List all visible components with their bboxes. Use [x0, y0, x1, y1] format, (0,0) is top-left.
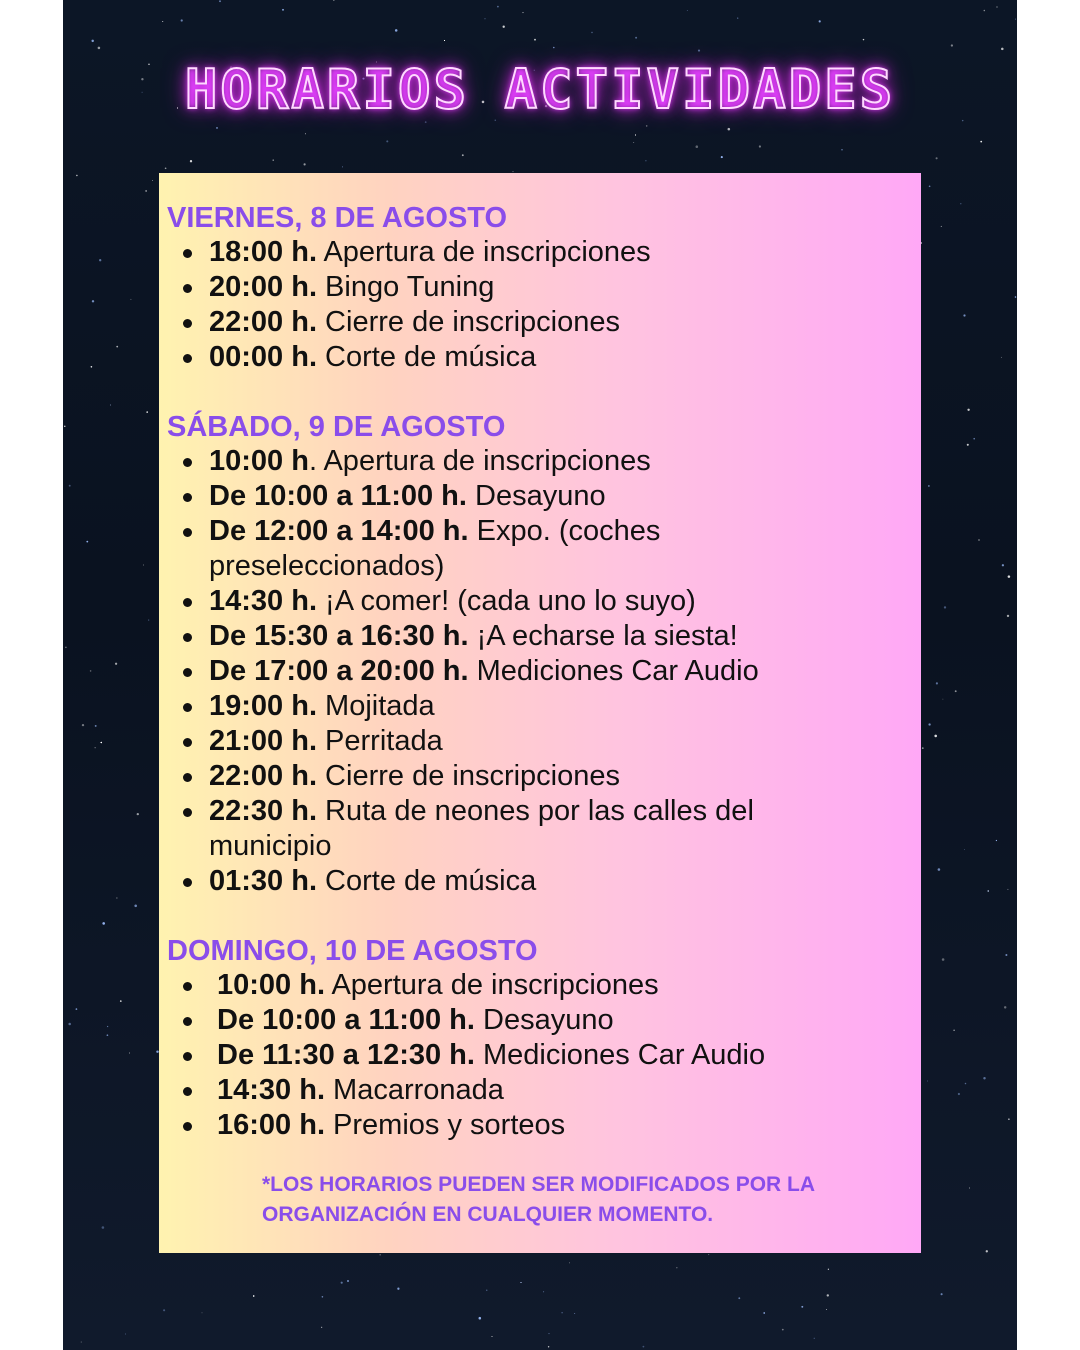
- star: [953, 1030, 955, 1032]
- poster: [63, 0, 1017, 1350]
- star: [983, 1077, 985, 1079]
- star: [134, 905, 137, 908]
- item-text: Mojitada: [317, 690, 435, 722]
- star: [561, 1312, 562, 1313]
- schedule-card: [159, 173, 921, 1253]
- schedule-list: [167, 444, 921, 899]
- schedule-item: [167, 584, 921, 619]
- day-heading: SÁBADO, 9 DE AGOSTO: [167, 411, 506, 443]
- star: [107, 1034, 109, 1036]
- star: [202, 1312, 203, 1313]
- star: [841, 149, 842, 150]
- star: [696, 145, 699, 148]
- star: [548, 1346, 549, 1347]
- disclaimer-note: *LOS HORARIOS PUEDEN SER MODIFICADOS POR LA ORGANIZACIÓN EN CUALQUIER MOMENTO.: [262, 1173, 815, 1226]
- star: [934, 735, 937, 738]
- schedule-item: [167, 1108, 921, 1143]
- bullet-icon: [183, 982, 192, 991]
- item-text: ¡A comer! (cada uno lo suyo): [317, 585, 696, 617]
- star: [102, 1226, 105, 1229]
- star: [958, 1093, 960, 1095]
- star: [737, 17, 738, 18]
- star: [322, 1296, 324, 1298]
- star: [738, 1297, 740, 1299]
- star: [148, 620, 149, 621]
- star: [928, 723, 930, 725]
- bullet-icon: [183, 284, 192, 293]
- star: [219, 0, 221, 2]
- star: [938, 868, 941, 871]
- star: [304, 163, 306, 165]
- star: [462, 154, 464, 156]
- bullet-icon: [183, 528, 192, 537]
- item-time: De 15:30 a 16:30 h.: [209, 620, 469, 652]
- star: [130, 299, 131, 300]
- page-title: HORARIOS ACTIVIDADES: [184, 58, 896, 121]
- star: [936, 157, 938, 159]
- item-time: 00:00 h.: [209, 341, 317, 373]
- item-time: 14:30 h.: [209, 585, 317, 617]
- schedule-item: [167, 479, 921, 514]
- schedule-item: [167, 444, 921, 479]
- star: [1015, 19, 1016, 20]
- star: [984, 10, 986, 12]
- star: [927, 1081, 928, 1082]
- star: [763, 1312, 765, 1314]
- star: [955, 690, 957, 692]
- star: [944, 606, 946, 608]
- bullet-icon: [183, 808, 192, 817]
- star: [1002, 564, 1004, 566]
- star: [646, 125, 648, 127]
- star: [645, 160, 646, 161]
- star: [633, 142, 634, 143]
- day-sunday: [167, 934, 921, 1143]
- bullet-icon: [183, 668, 192, 677]
- star: [333, 0, 335, 1]
- star: [91, 366, 93, 368]
- star: [95, 747, 96, 748]
- star: [90, 670, 92, 672]
- item-time: 14:30 h.: [217, 1074, 325, 1106]
- star: [980, 141, 982, 143]
- star: [485, 18, 486, 19]
- bullet-icon: [183, 773, 192, 782]
- star: [960, 203, 961, 204]
- star: [534, 39, 536, 41]
- star: [116, 897, 117, 898]
- item-text: Perritada: [317, 725, 443, 757]
- schedule-item: [167, 654, 921, 689]
- star: [115, 663, 117, 665]
- star: [81, 1342, 82, 1343]
- star: [91, 40, 93, 42]
- star: [86, 541, 88, 543]
- bullet-icon: [183, 878, 192, 887]
- star: [936, 682, 938, 684]
- star: [395, 29, 398, 32]
- item-text: Macarronada: [325, 1074, 504, 1106]
- schedule-item: [167, 1038, 921, 1073]
- schedule-item: [167, 689, 921, 724]
- star: [814, 1338, 815, 1339]
- star: [92, 300, 94, 302]
- item-time: De 10:00 a 11:00 h.: [209, 480, 467, 512]
- star: [1001, 357, 1002, 358]
- schedule-item: [167, 619, 921, 654]
- star: [479, 1317, 482, 1320]
- star: [1004, 1006, 1006, 1008]
- star: [801, 1306, 803, 1308]
- day-friday: [167, 201, 921, 375]
- bullet-icon: [183, 1052, 192, 1061]
- star: [549, 1333, 550, 1334]
- star: [591, 32, 592, 33]
- star: [635, 37, 637, 39]
- item-time: 18:00 h.: [209, 236, 317, 268]
- schedule-item: [167, 305, 921, 340]
- item-time: 22:00 h.: [209, 306, 317, 338]
- star: [967, 409, 969, 411]
- schedule-item: [167, 968, 921, 1003]
- item-time: De 12:00 a 14:00 h.: [209, 515, 469, 547]
- schedule-list: [167, 235, 921, 375]
- day-heading: DOMINGO, 10 DE AGOSTO: [167, 935, 538, 967]
- star: [1008, 575, 1011, 578]
- schedule-item: [167, 235, 921, 270]
- star: [986, 1250, 988, 1252]
- schedule-item: [167, 759, 921, 794]
- star: [708, 1254, 709, 1255]
- bullet-icon: [183, 633, 192, 642]
- star: [1005, 954, 1007, 956]
- star: [107, 1026, 108, 1027]
- star: [996, 840, 997, 841]
- item-time: 22:00 h.: [209, 760, 317, 792]
- star: [698, 50, 700, 52]
- star: [522, 12, 523, 13]
- star: [273, 159, 274, 160]
- schedule-item: [167, 794, 829, 864]
- star: [120, 1000, 122, 1002]
- star: [181, 19, 183, 21]
- star: [942, 958, 945, 961]
- star: [305, 133, 306, 134]
- schedule-item: [167, 1003, 921, 1038]
- star: [569, 1263, 570, 1264]
- star: [951, 44, 953, 46]
- star: [922, 747, 924, 749]
- star: [965, 1083, 967, 1085]
- schedule-item: [167, 724, 921, 759]
- bullet-icon: [183, 1122, 192, 1131]
- star: [643, 1346, 645, 1348]
- spacer: [167, 899, 921, 934]
- item-time: 19:00 h.: [209, 690, 317, 722]
- star: [967, 444, 969, 446]
- schedule-item: [167, 864, 921, 899]
- day-heading: VIERNES, 8 DE AGOSTO: [167, 202, 508, 234]
- star: [728, 128, 731, 131]
- star: [162, 21, 163, 22]
- star: [941, 1293, 943, 1295]
- star: [65, 647, 66, 648]
- star: [386, 140, 388, 142]
- item-text: Bingo Tuning: [317, 271, 495, 303]
- star: [163, 1309, 165, 1311]
- star: [64, 426, 65, 427]
- bullet-icon: [183, 1087, 192, 1096]
- bullet-icon: [183, 354, 192, 363]
- bullet-icon: [183, 738, 192, 747]
- star: [102, 922, 105, 925]
- star: [146, 411, 148, 413]
- item-text: . Apertura de inscripciones: [308, 445, 651, 477]
- schedule-item: [167, 340, 921, 375]
- item-time: 16:00 h.: [217, 1109, 325, 1141]
- schedule-item: [167, 270, 921, 305]
- star: [165, 167, 167, 169]
- item-time: 01:30 h.: [209, 865, 317, 897]
- star: [190, 160, 192, 162]
- star: [819, 20, 821, 22]
- star: [503, 26, 505, 28]
- star: [942, 699, 943, 700]
- star: [116, 346, 118, 348]
- bullet-icon: [183, 249, 192, 258]
- star: [491, 1336, 492, 1337]
- star: [543, 1291, 544, 1292]
- item-time: De 10:00 a 11:00 h.: [217, 1004, 475, 1036]
- bullet-icon: [183, 703, 192, 712]
- star: [152, 180, 153, 181]
- star: [347, 1280, 349, 1282]
- star: [1008, 1118, 1010, 1120]
- star: [379, 1254, 381, 1256]
- star: [1007, 889, 1008, 890]
- star: [863, 39, 864, 40]
- star: [1015, 296, 1017, 298]
- star: [137, 813, 139, 815]
- item-time: 22:30 h.: [209, 795, 317, 827]
- bullet-icon: [183, 319, 192, 328]
- item-text: Expo. (coches preseleccionados): [209, 515, 661, 582]
- item-text: Cierre de inscripciones: [317, 306, 621, 338]
- star: [216, 127, 218, 129]
- star: [997, 7, 998, 8]
- star: [98, 47, 101, 50]
- item-text: Corte de música: [317, 865, 537, 897]
- star: [973, 438, 975, 440]
- item-text: Premios y sorteos: [325, 1109, 566, 1141]
- item-text: Desayuno: [474, 1004, 614, 1036]
- star: [282, 9, 284, 11]
- item-text: ¡A echarse la siesta!: [468, 620, 738, 652]
- star: [782, 1329, 784, 1331]
- bullet-icon: [183, 493, 192, 502]
- item-text: Corte de música: [317, 341, 537, 373]
- item-text: Desayuno: [466, 480, 606, 512]
- star: [342, 166, 343, 167]
- item-text: Mediciones Car Audio: [474, 1039, 766, 1071]
- star: [68, 1023, 71, 1026]
- item-time: De 17:00 a 20:00 h.: [209, 655, 469, 687]
- star: [397, 1288, 399, 1290]
- item-time: De 11:30 a 12:30 h.: [217, 1039, 475, 1071]
- bullet-icon: [183, 458, 192, 467]
- star: [425, 121, 427, 123]
- star: [1001, 48, 1004, 51]
- star: [827, 1294, 829, 1296]
- item-time: 10:00 h.: [217, 969, 325, 1001]
- star: [941, 226, 942, 227]
- star: [964, 849, 965, 850]
- star: [143, 565, 144, 566]
- star: [1007, 615, 1009, 617]
- star: [929, 185, 931, 187]
- star: [125, 1334, 126, 1335]
- star: [759, 145, 761, 147]
- star: [486, 1290, 487, 1291]
- item-text: Apertura de inscripciones: [317, 236, 651, 268]
- item-text: Cierre de inscripciones: [317, 760, 621, 792]
- star: [69, 485, 71, 487]
- day-saturday: [167, 410, 921, 899]
- star: [341, 1282, 343, 1284]
- item-time: 10:00 h: [209, 445, 309, 477]
- bullet-icon: [183, 1017, 192, 1026]
- schedule-list: [167, 968, 921, 1143]
- star: [76, 175, 77, 176]
- spacer: [167, 375, 921, 410]
- star: [145, 190, 146, 191]
- star: [99, 259, 101, 261]
- star: [828, 1269, 829, 1270]
- bullet-icon: [183, 598, 192, 607]
- star: [721, 156, 723, 158]
- schedule-item: [167, 514, 679, 584]
- item-time: 21:00 h.: [209, 725, 317, 757]
- item-text: Mediciones Car Audio: [468, 655, 759, 687]
- item-time: 20:00 h.: [209, 271, 317, 303]
- star: [321, 1327, 322, 1328]
- item-text: Ruta de neones por las calles del municipio: [209, 795, 754, 862]
- item-text: Apertura de inscripciones: [325, 969, 659, 1001]
- schedule-item: [167, 1073, 921, 1108]
- star: [82, 724, 84, 726]
- star: [676, 1267, 677, 1268]
- star: [76, 1008, 78, 1010]
- star: [497, 6, 499, 8]
- star: [928, 485, 929, 486]
- star: [574, 1313, 575, 1314]
- star: [95, 725, 97, 727]
- star: [513, 171, 514, 172]
- star: [553, 47, 555, 49]
- star: [687, 10, 688, 11]
- star: [963, 314, 965, 316]
